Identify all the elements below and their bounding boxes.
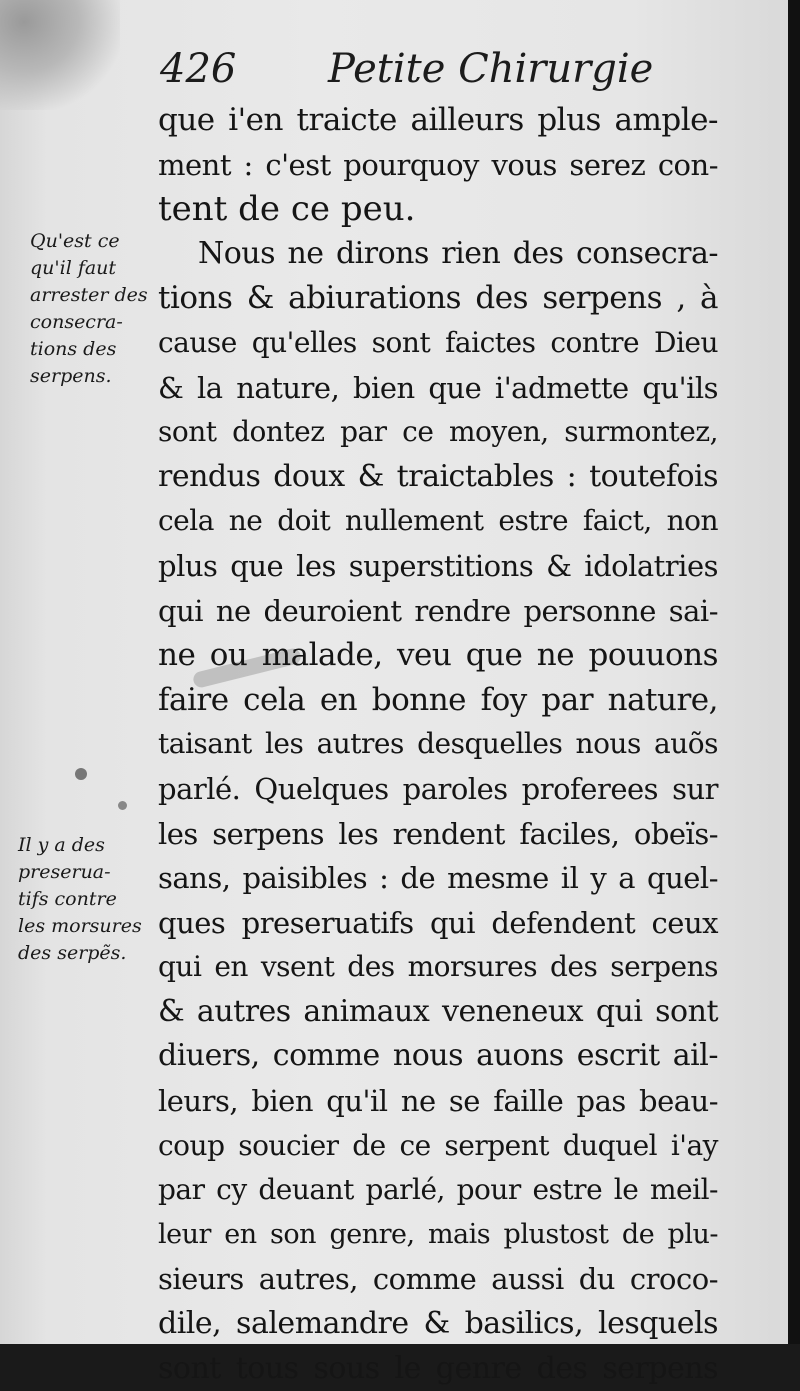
page-header <box>160 40 654 100</box>
text-line: plus que les superstitions & idolatries <box>158 548 718 583</box>
margin-note-line: arrester des <box>30 284 148 306</box>
text-line: cause qu'elles sont faictes contre Dieu <box>158 325 718 359</box>
text-line: qui en vsent des morsures des serpens <box>158 950 718 984</box>
text-line: taisant les autres desquelles nous auõs <box>158 727 718 761</box>
text-line: ne ou malade, veu que ne pouuons <box>158 637 718 674</box>
text-line: que i'en traicte ailleurs plus ample- <box>158 102 718 138</box>
page-number: 426 <box>160 46 237 92</box>
text-line: qui ne deuroient rendre personne sai- <box>158 593 718 628</box>
text-line: sans, paisibles : de mesme il y a quel- <box>158 861 718 896</box>
margin-note-preservatives <box>18 832 142 967</box>
text-line: faire cela en bonne foy par nature, <box>158 681 718 718</box>
text-line: leur en son genre, mais plustost de plu- <box>158 1218 718 1250</box>
text-line: sont dontez par ce moyen, surmontez, <box>158 415 718 449</box>
text-line: leurs, bien qu'il ne se faille pas beau- <box>158 1084 718 1119</box>
margin-note-consecrations <box>30 228 154 390</box>
text-line: tent de ce peu. <box>158 189 416 230</box>
text-line: sont tous sous le genre des serpens <box>158 1350 718 1386</box>
margin-note-line: Qu'est ce <box>30 230 120 252</box>
text-line: ment : c'est pourquoy vous serez con- <box>158 147 718 182</box>
text-line: ques preseruatifs qui defendent ceux <box>158 905 718 940</box>
text-line: rendus doux & traictables : toutefois <box>158 458 718 494</box>
text-line: cela ne doit nullement estre faict, non <box>158 504 718 538</box>
text-line: & la nature, bien que i'admette qu'ils <box>158 370 718 405</box>
ink-speck <box>75 768 87 780</box>
page-edge-shadow <box>788 0 800 1344</box>
running-title: Petite Chirurgie <box>328 46 654 92</box>
text-line: sieurs autres, comme aussi du croco- <box>158 1262 718 1297</box>
margin-note-line: qu'il faut <box>30 257 117 279</box>
page-stain <box>0 0 120 110</box>
margin-note-line: serpens. <box>30 365 112 387</box>
text-line: Nous ne dirons rien des consecra- <box>198 235 718 271</box>
text-line: parlé. Quelques paroles proferees sur <box>158 771 718 806</box>
margin-note-line: les morsures <box>18 915 142 937</box>
margin-note-line: des serpẽs. <box>18 942 127 964</box>
body-text <box>158 98 718 1391</box>
margin-note-line: consecra- <box>30 311 123 333</box>
text-line: dile, salemandre & basilics, lesquels <box>158 1306 718 1342</box>
text-line: & autres animaux veneneux qui sont <box>158 993 718 1029</box>
margin-note-line: tifs contre <box>18 888 117 910</box>
margin-note-line: Il y a des <box>18 834 105 856</box>
margin-note-line: preserua- <box>18 861 111 883</box>
text-line: les serpens les rendent faciles, obeïs- <box>158 816 718 851</box>
text-line: diuers, comme nous auons escrit ail- <box>158 1038 718 1074</box>
margin-note-line: tions des <box>30 338 117 360</box>
ink-speck <box>118 801 127 810</box>
text-line: par cy deuant parlé, pour estre le meil- <box>158 1173 718 1207</box>
text-line: coup soucier de ce serpent duquel i'ay <box>158 1128 718 1162</box>
text-line: tions & abiurations des serpens , à <box>158 280 718 317</box>
